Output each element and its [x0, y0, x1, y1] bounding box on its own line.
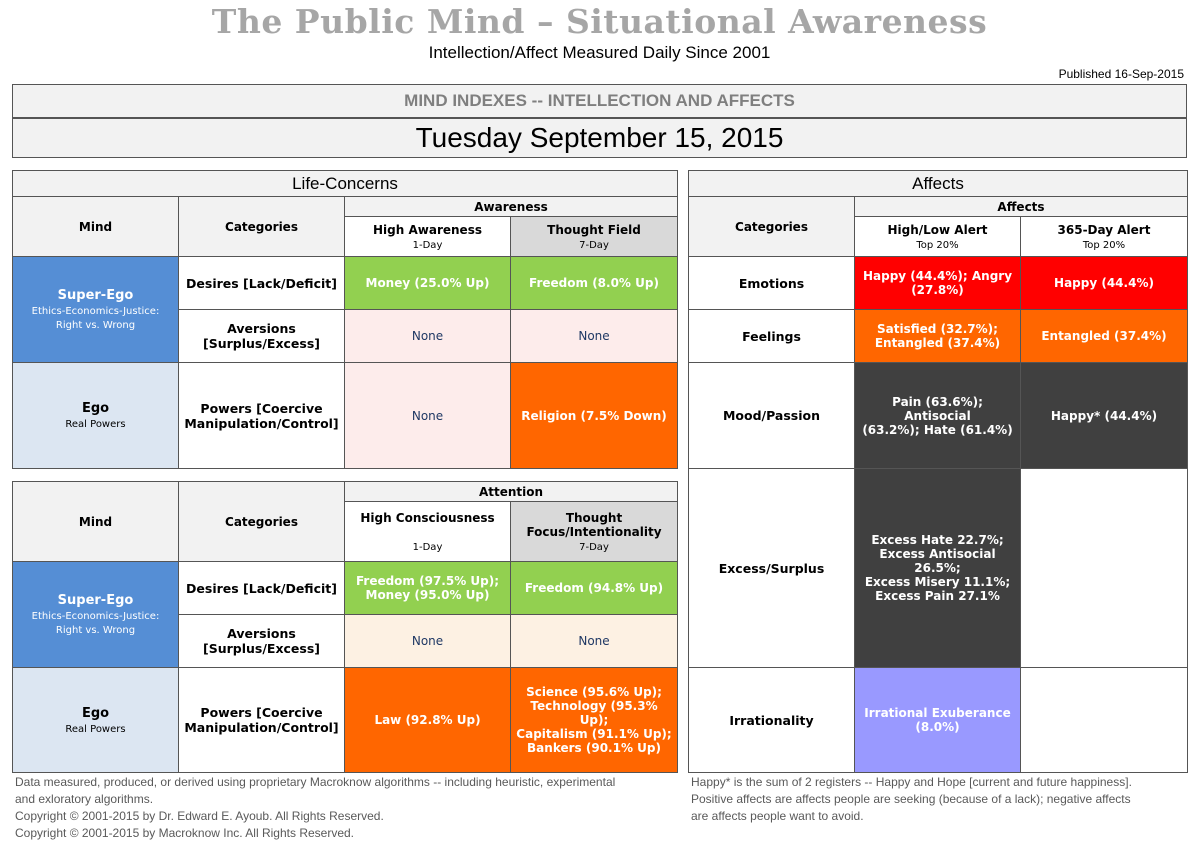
life-col-a-sub: 1-Day [412, 239, 443, 251]
att-powers-b-1: Science (95.6% Up); [526, 685, 662, 699]
att-desires-a-1: Freedom (97.5% Up); [355, 574, 500, 588]
affects-table [688, 170, 1188, 773]
footer-right-2: Positive affects are affects people are seeking (because of a lack); negative affects [691, 792, 1131, 806]
footer-left-2: and exloratory algorithms. [15, 792, 154, 806]
excess-1: Excess Hate 22.7%; [871, 533, 1004, 547]
mood-high-low [855, 363, 1021, 469]
footer-right-1: Happy* is the sum of 2 registers -- Happy and Hope [current and future happiness]. [691, 775, 1132, 789]
irr-2: (8.0%) [915, 720, 960, 734]
att-ego-sub: Real Powers [65, 723, 126, 735]
att-superego-sub2: Right vs. Wrong [55, 625, 136, 636]
irrationality-high-low [855, 668, 1021, 773]
att-desires-consciousness [345, 562, 511, 615]
footer-copyright-2: Copyright © 2001-2015 by Macroknow Inc. All Rights Reserved. [15, 826, 355, 840]
affects-cat-feelings: Feelings [689, 310, 855, 363]
att-cat-powers [179, 668, 345, 773]
life-superego-cell [13, 257, 179, 363]
affects-group: Affects [855, 197, 1188, 217]
affects-col-high-low [855, 217, 1021, 257]
att-powers-b-2: Technology (95.3% Up); [530, 699, 658, 727]
superego-sub1: Ethics-Economics-Justice: [31, 306, 160, 317]
life-col-thought-field [511, 217, 678, 257]
life-powers-thought: Religion (7.5% Down) [511, 363, 678, 469]
life-col-a-label: High Awareness [373, 222, 482, 237]
superego-label: Super-Ego [57, 288, 134, 303]
life-cat-powers-2: Manipulation/Control] [184, 415, 339, 431]
emotions-a-2: (27.8%) [911, 283, 964, 297]
att-desires-focus: Freedom (94.8% Up) [511, 562, 678, 615]
att-col-a-label: High Consciousness [360, 510, 495, 525]
affects-cat-emotions: Emotions [689, 257, 855, 310]
life-concerns-title: Life-Concerns [13, 171, 678, 197]
att-cat-aversions-1: Aversions [227, 626, 296, 641]
att-col-thought-focus [511, 502, 678, 562]
published-date: Published 16-Sep-2015 [1058, 67, 1184, 81]
irrationality-365 [1021, 668, 1188, 773]
excess-2: Excess Antisocial 26.5%; [879, 547, 996, 575]
affects-col-categories: Categories [689, 197, 855, 257]
att-ego-cell [13, 668, 179, 773]
feelings-high-low [855, 310, 1021, 363]
emotions-a-1: Happy (44.4%); Angry [862, 269, 1013, 283]
feelings-a-1: Satisfied (32.7%); [877, 322, 998, 336]
mood-a-1: Pain (63.6%); Antisocial [892, 394, 983, 423]
affects-col-a-label: High/Low Alert [887, 222, 988, 237]
life-ego-cell [13, 363, 179, 469]
att-col-categories: Categories [179, 482, 345, 562]
life-col-high-awareness [345, 217, 511, 257]
affects-col-b-sub: Top 20% [1082, 239, 1126, 251]
life-cat-desires: Desires [Lack/Deficit] [179, 257, 345, 310]
affects-cat-mood: Mood/Passion [689, 363, 855, 469]
date-banner: Tuesday September 15, 2015 [12, 118, 1187, 158]
irr-1: Irrational Exuberance [864, 706, 1011, 720]
page-subtitle: Intellection/Affect Measured Daily Since 2001 [428, 43, 771, 62]
att-cat-aversions [179, 615, 345, 668]
att-group-attention: Attention [345, 482, 678, 502]
footer-left [15, 774, 675, 842]
life-group-awareness: Awareness [345, 197, 678, 217]
att-powers-consciousness: Law (92.8% Up) [345, 668, 511, 773]
att-col-high-consciousness [345, 502, 511, 562]
excess-high-low [855, 469, 1021, 668]
affects-col-b-label: 365-Day Alert [1057, 222, 1151, 237]
feelings-365: Entangled (37.4%) [1021, 310, 1188, 363]
att-ego-label: Ego [81, 705, 110, 721]
mind-indexes-banner: MIND INDEXES -- INTELLECTION AND AFFECTS [12, 84, 1187, 118]
affects-cat-excess: Excess/Surplus [689, 469, 855, 668]
att-powers-b-4: Bankers (90.1% Up) [527, 741, 661, 755]
att-col-b-label-1: Thought [565, 510, 623, 525]
footer-left-1: Data measured, produced, or derived using proprietary Macroknow algorithms -- including heuristic, experimental [15, 775, 616, 789]
att-powers-b-3: Capitalism (91.1% Up); [516, 727, 672, 741]
att-cat-powers-2: Manipulation/Control] [184, 720, 339, 735]
att-cat-powers-1: Powers [Coercive [200, 705, 323, 720]
life-col-b-label: Thought Field [547, 222, 641, 237]
life-aversions-awareness: None [345, 310, 511, 363]
att-superego-cell [13, 562, 179, 668]
excess-4: Excess Pain 27.1% [875, 589, 1000, 603]
footer-right-3: are affects people want to avoid. [691, 809, 864, 823]
life-concerns-table [12, 170, 678, 469]
life-cat-aversions-1: Aversions [227, 321, 296, 336]
att-cat-desires: Desires [Lack/Deficit] [179, 562, 345, 615]
att-cat-aversions-2: [Surplus/Excess] [203, 641, 320, 656]
att-aversions-consciousness: None [345, 615, 511, 668]
affects-col-365 [1021, 217, 1188, 257]
attention-table [12, 481, 678, 773]
life-col-categories: Categories [179, 197, 345, 257]
emotions-high-low [855, 257, 1021, 310]
att-col-b-label-2: Focus/Intentionality [526, 524, 662, 539]
page-title: The Public Mind – Situational Awareness [211, 2, 988, 41]
att-powers-focus [511, 668, 678, 773]
life-col-mind: Mind [13, 197, 179, 257]
excess-3: Excess Misery 11.1%; [864, 575, 1011, 589]
att-desires-a-2: Money (95.0% Up) [365, 588, 490, 602]
life-desires-awareness: Money (25.0% Up) [345, 257, 511, 310]
att-col-mind: Mind [13, 482, 179, 562]
ego-sub: Real Powers [65, 419, 126, 430]
att-superego-label: Super-Ego [57, 593, 134, 608]
life-aversions-thought: None [511, 310, 678, 363]
affects-cat-irrationality: Irrationality [689, 668, 855, 773]
footer-right [691, 774, 1191, 825]
life-powers-awareness: None [345, 363, 511, 469]
life-cat-powers-1: Powers [Coercive [200, 400, 323, 416]
affects-title: Affects [689, 171, 1188, 197]
life-cat-aversions-2: [Surplus/Excess] [203, 336, 320, 351]
affects-col-a-sub: Top 20% [916, 239, 959, 251]
att-col-b-sub: 7-Day [579, 541, 609, 553]
att-col-a-sub: 1-Day [412, 541, 443, 553]
att-superego-sub1: Ethics-Economics-Justice: [31, 611, 160, 622]
life-desires-thought: Freedom (8.0% Up) [511, 257, 678, 310]
footer-copyright-1: Copyright © 2001-2015 by Dr. Edward E. Ayoub. All Rights Reserved. [15, 809, 384, 823]
ego-label: Ego [81, 401, 110, 416]
mood-365: Happy* (44.4%) [1021, 363, 1188, 469]
emotions-365: Happy (44.4%) [1021, 257, 1188, 310]
att-aversions-focus: None [511, 615, 678, 668]
superego-sub2: Right vs. Wrong [55, 320, 136, 331]
excess-365 [1021, 469, 1188, 668]
life-col-b-sub: 7-Day [579, 239, 609, 251]
life-cat-aversions [179, 310, 345, 363]
feelings-a-2: Entangled (37.4%) [874, 336, 1001, 350]
life-cat-powers [179, 363, 345, 469]
mood-a-2: (63.2%); Hate (61.4%) [862, 422, 1013, 437]
